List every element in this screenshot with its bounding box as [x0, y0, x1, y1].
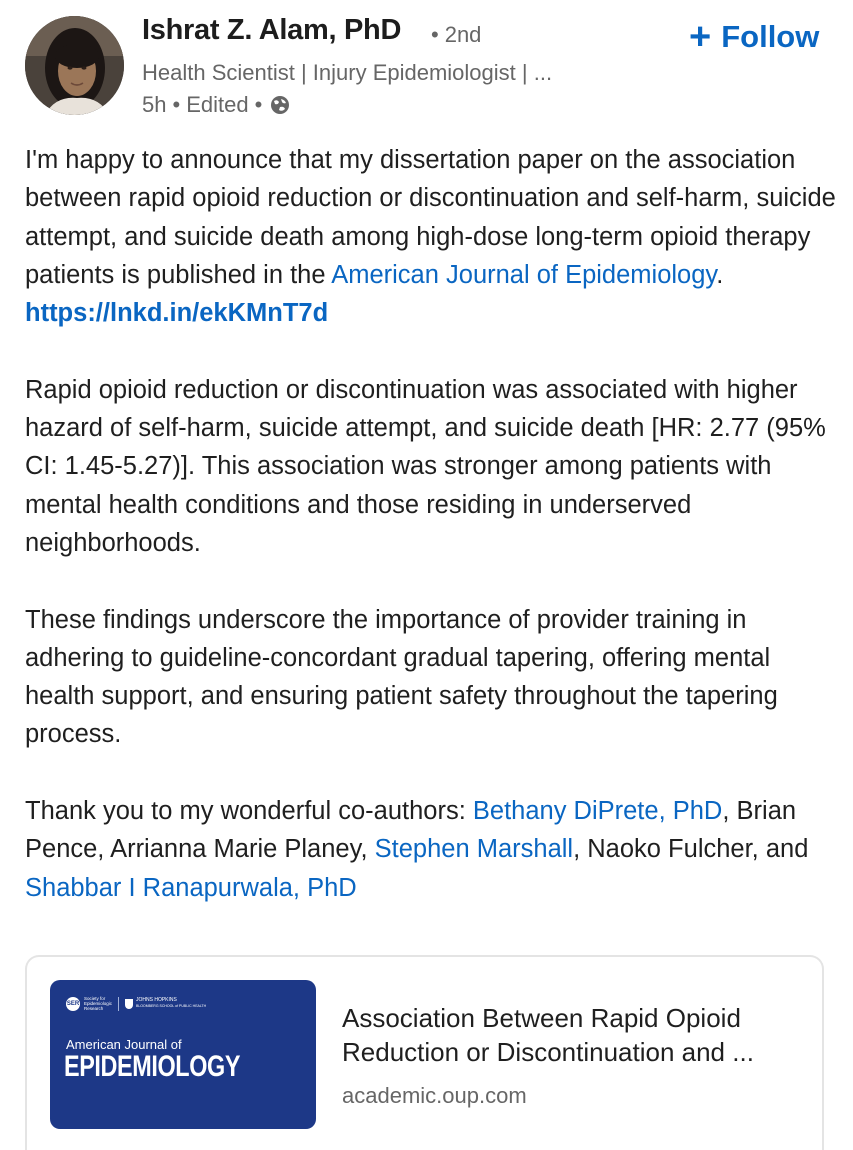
author-headline: Health Scientist | Injury Epidemiologist | ...: [142, 60, 553, 85]
card-domain: academic.oup.com: [342, 1083, 527, 1108]
globe-icon: [270, 95, 290, 115]
post-text: I'm happy to announce that my dissertation paper on the association between rapid opioid reduction or discontinuation and self-harm, suicide attempt, and suicide death among high-dose long-term opioid therapy patients is published in the: [25, 146, 836, 289]
coauthor-mention[interactable]: Stephen Marshall: [374, 835, 574, 864]
post-body: [25, 141, 837, 907]
connection-degree: [431, 22, 481, 48]
coauthor-mention[interactable]: Shabbar I Ranapurwala, PhD: [25, 873, 357, 902]
post-text: , Naoko Fulcher, and: [573, 835, 809, 864]
avatar-photo: [25, 16, 124, 115]
journal-link[interactable]: American Journal of Epidemiology: [331, 260, 717, 289]
separator-dot: •: [172, 92, 181, 117]
post-text: ,: [722, 797, 730, 826]
post-paragraph-2: Rapid opioid reduction or discontinuation was associated with higher hazard of self-harm, suicide attempt, and suicide death [HR: 2.77 (95% CI: 1.45-5.27)]. This association was stronger among patients with mental health conditions and those residing in underserved neighborhoods.: [25, 375, 826, 557]
jh-shield-icon: [125, 999, 133, 1009]
post-meta: [142, 92, 290, 118]
article-url-link[interactable]: https://lnkd.in/ekKMnT7d: [25, 299, 329, 328]
follow-button[interactable]: [689, 18, 819, 56]
plus-icon: +: [689, 16, 712, 58]
logo-divider: [118, 997, 119, 1011]
separator-dot: •: [431, 22, 439, 47]
follow-label: Follow: [721, 19, 820, 54]
post-paragraph-1: [25, 141, 837, 332]
journal-title-small: American Journal of: [66, 1037, 182, 1052]
connection-degree-label: 2nd: [444, 22, 482, 47]
author-avatar[interactable]: [25, 16, 124, 115]
jh-name: JOHNS HOPKINS: [136, 997, 177, 1003]
card-title[interactable]: [342, 1001, 812, 1069]
jh-subtitle: BLOOMBERG SCHOOL of PUBLIC HEALTH: [136, 1003, 207, 1008]
journal-thumbnail: [50, 980, 316, 1129]
author-name[interactable]: Ishrat Z. Alam, PhD: [142, 14, 402, 46]
journal-title-big: EPIDEMIOLOGY: [64, 1050, 241, 1083]
card-title-line-2: Reduction or Discontinuation and ...: [342, 1037, 754, 1067]
edited-label: Edited: [186, 92, 249, 117]
jh-logo-text: [136, 998, 206, 1009]
ser-logo-text: Society for Epidemiologic Research: [84, 996, 113, 1011]
thumbnail-logos: [66, 996, 206, 1011]
post-text: .: [716, 260, 724, 289]
ser-logo: SER: [66, 997, 80, 1011]
post-paragraph-3: These findings underscore the importance of provider training in adhering to guideline-concordant gradual tapering, offering mental health support, and ensuring patient safety throughout the tapering process.: [25, 605, 778, 749]
post-paragraph-4: [25, 792, 837, 907]
post-text: Brian Pence, Arrianna Marie Planey,: [25, 797, 797, 864]
separator-dot: •: [254, 92, 263, 117]
link-preview-card[interactable]: [25, 955, 824, 1150]
card-title-line-1: Association Between Rapid Opioid: [342, 1003, 741, 1033]
post-time: 5h: [142, 92, 167, 117]
post-text: Thank you to my wonderful co-authors:: [25, 797, 473, 826]
coauthor-mention[interactable]: Bethany DiPrete, PhD: [472, 797, 723, 826]
